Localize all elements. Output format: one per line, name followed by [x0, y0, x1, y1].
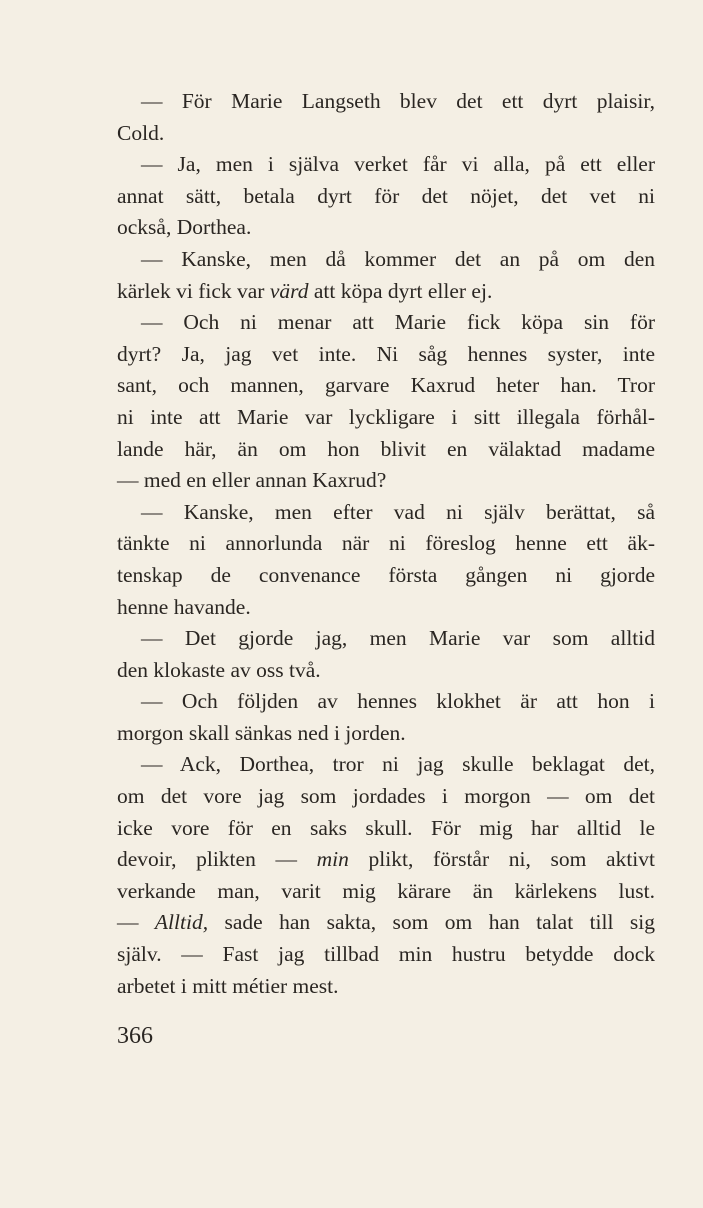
- text-line: — Ja, men i själva verket får vi alla, på ett eller: [141, 152, 655, 177]
- page-number: 366: [117, 1023, 153, 1049]
- text-line: — Och följden av hennes klokhet är att hon i: [141, 689, 655, 714]
- text-line: också, Dorthea.: [117, 215, 252, 240]
- text-line: — Ack, Dorthea, tror ni jag skulle beklagat det,: [141, 752, 655, 777]
- text-line: henne havande.: [117, 594, 251, 619]
- emphasized-word: min: [316, 847, 349, 872]
- text-line: den klokaste av oss två.: [117, 657, 321, 682]
- text-line: — Kanske, men då kommer det an på om den: [141, 246, 655, 271]
- text-line: tänkte ni annorlunda när ni föreslog henne ett äk-: [117, 531, 655, 556]
- text-segment: plikt, förstår ni, som aktivt: [348, 847, 656, 872]
- text-line: Cold.: [117, 120, 165, 145]
- emphasized-word: Alltid,: [154, 910, 209, 935]
- text-line: tenskap de convenance första gången ni gjorde: [117, 562, 655, 587]
- text-line: verkande man, varit mig kärare än kärlekens lust.: [117, 878, 655, 903]
- text-line: morgon skall sänkas ned i jorden.: [117, 720, 406, 745]
- text-line: själv. — Fast jag tillbad min hustru betydde dock: [117, 942, 655, 967]
- text-line: dyrt? Ja, jag vet inte. Ni såg hennes syster, inte: [117, 341, 655, 366]
- text-segment: devoir, plikten —: [117, 847, 317, 872]
- text-line: — med en eller annan Kaxrud?: [117, 468, 387, 493]
- body-text: [117, 86, 655, 1002]
- text-line: — Och ni menar att Marie fick köpa sin för: [141, 310, 655, 335]
- emphasized-word: värd: [269, 278, 309, 303]
- text-line: icke vore för en saks skull. För mig har alltid le: [117, 815, 655, 840]
- text-line: [117, 907, 655, 939]
- text-line: arbetet i mitt métier mest.: [117, 973, 339, 998]
- text-line: sant, och mannen, garvare Kaxrud heter han. Tror: [117, 373, 655, 398]
- text-line: ni inte att Marie var lyckligare i sitt illegala förhål-: [117, 404, 655, 429]
- text-line: — Det gjorde jag, men Marie var som alltid: [141, 626, 655, 651]
- text-line: [117, 844, 655, 876]
- text-segment: att köpa dyrt eller ej.: [308, 278, 493, 303]
- text-line: [117, 276, 655, 308]
- text-line: — Kanske, men efter vad ni själv berättat, så: [141, 499, 655, 524]
- text-line: om det vore jag som jordades i morgon — om det: [117, 784, 655, 809]
- text-segment: kärlek vi fick var: [117, 278, 270, 303]
- text-segment: sade han sakta, som om han talat till sig: [208, 910, 655, 935]
- text-line: lande här, än om hon blivit en välaktad madame: [117, 436, 655, 461]
- text-line: — För Marie Langseth blev det ett dyrt plaisir,: [141, 89, 655, 113]
- text-line: annat sätt, betala dyrt för det nöjet, det vet ni: [117, 183, 655, 208]
- text-segment: —: [117, 910, 155, 935]
